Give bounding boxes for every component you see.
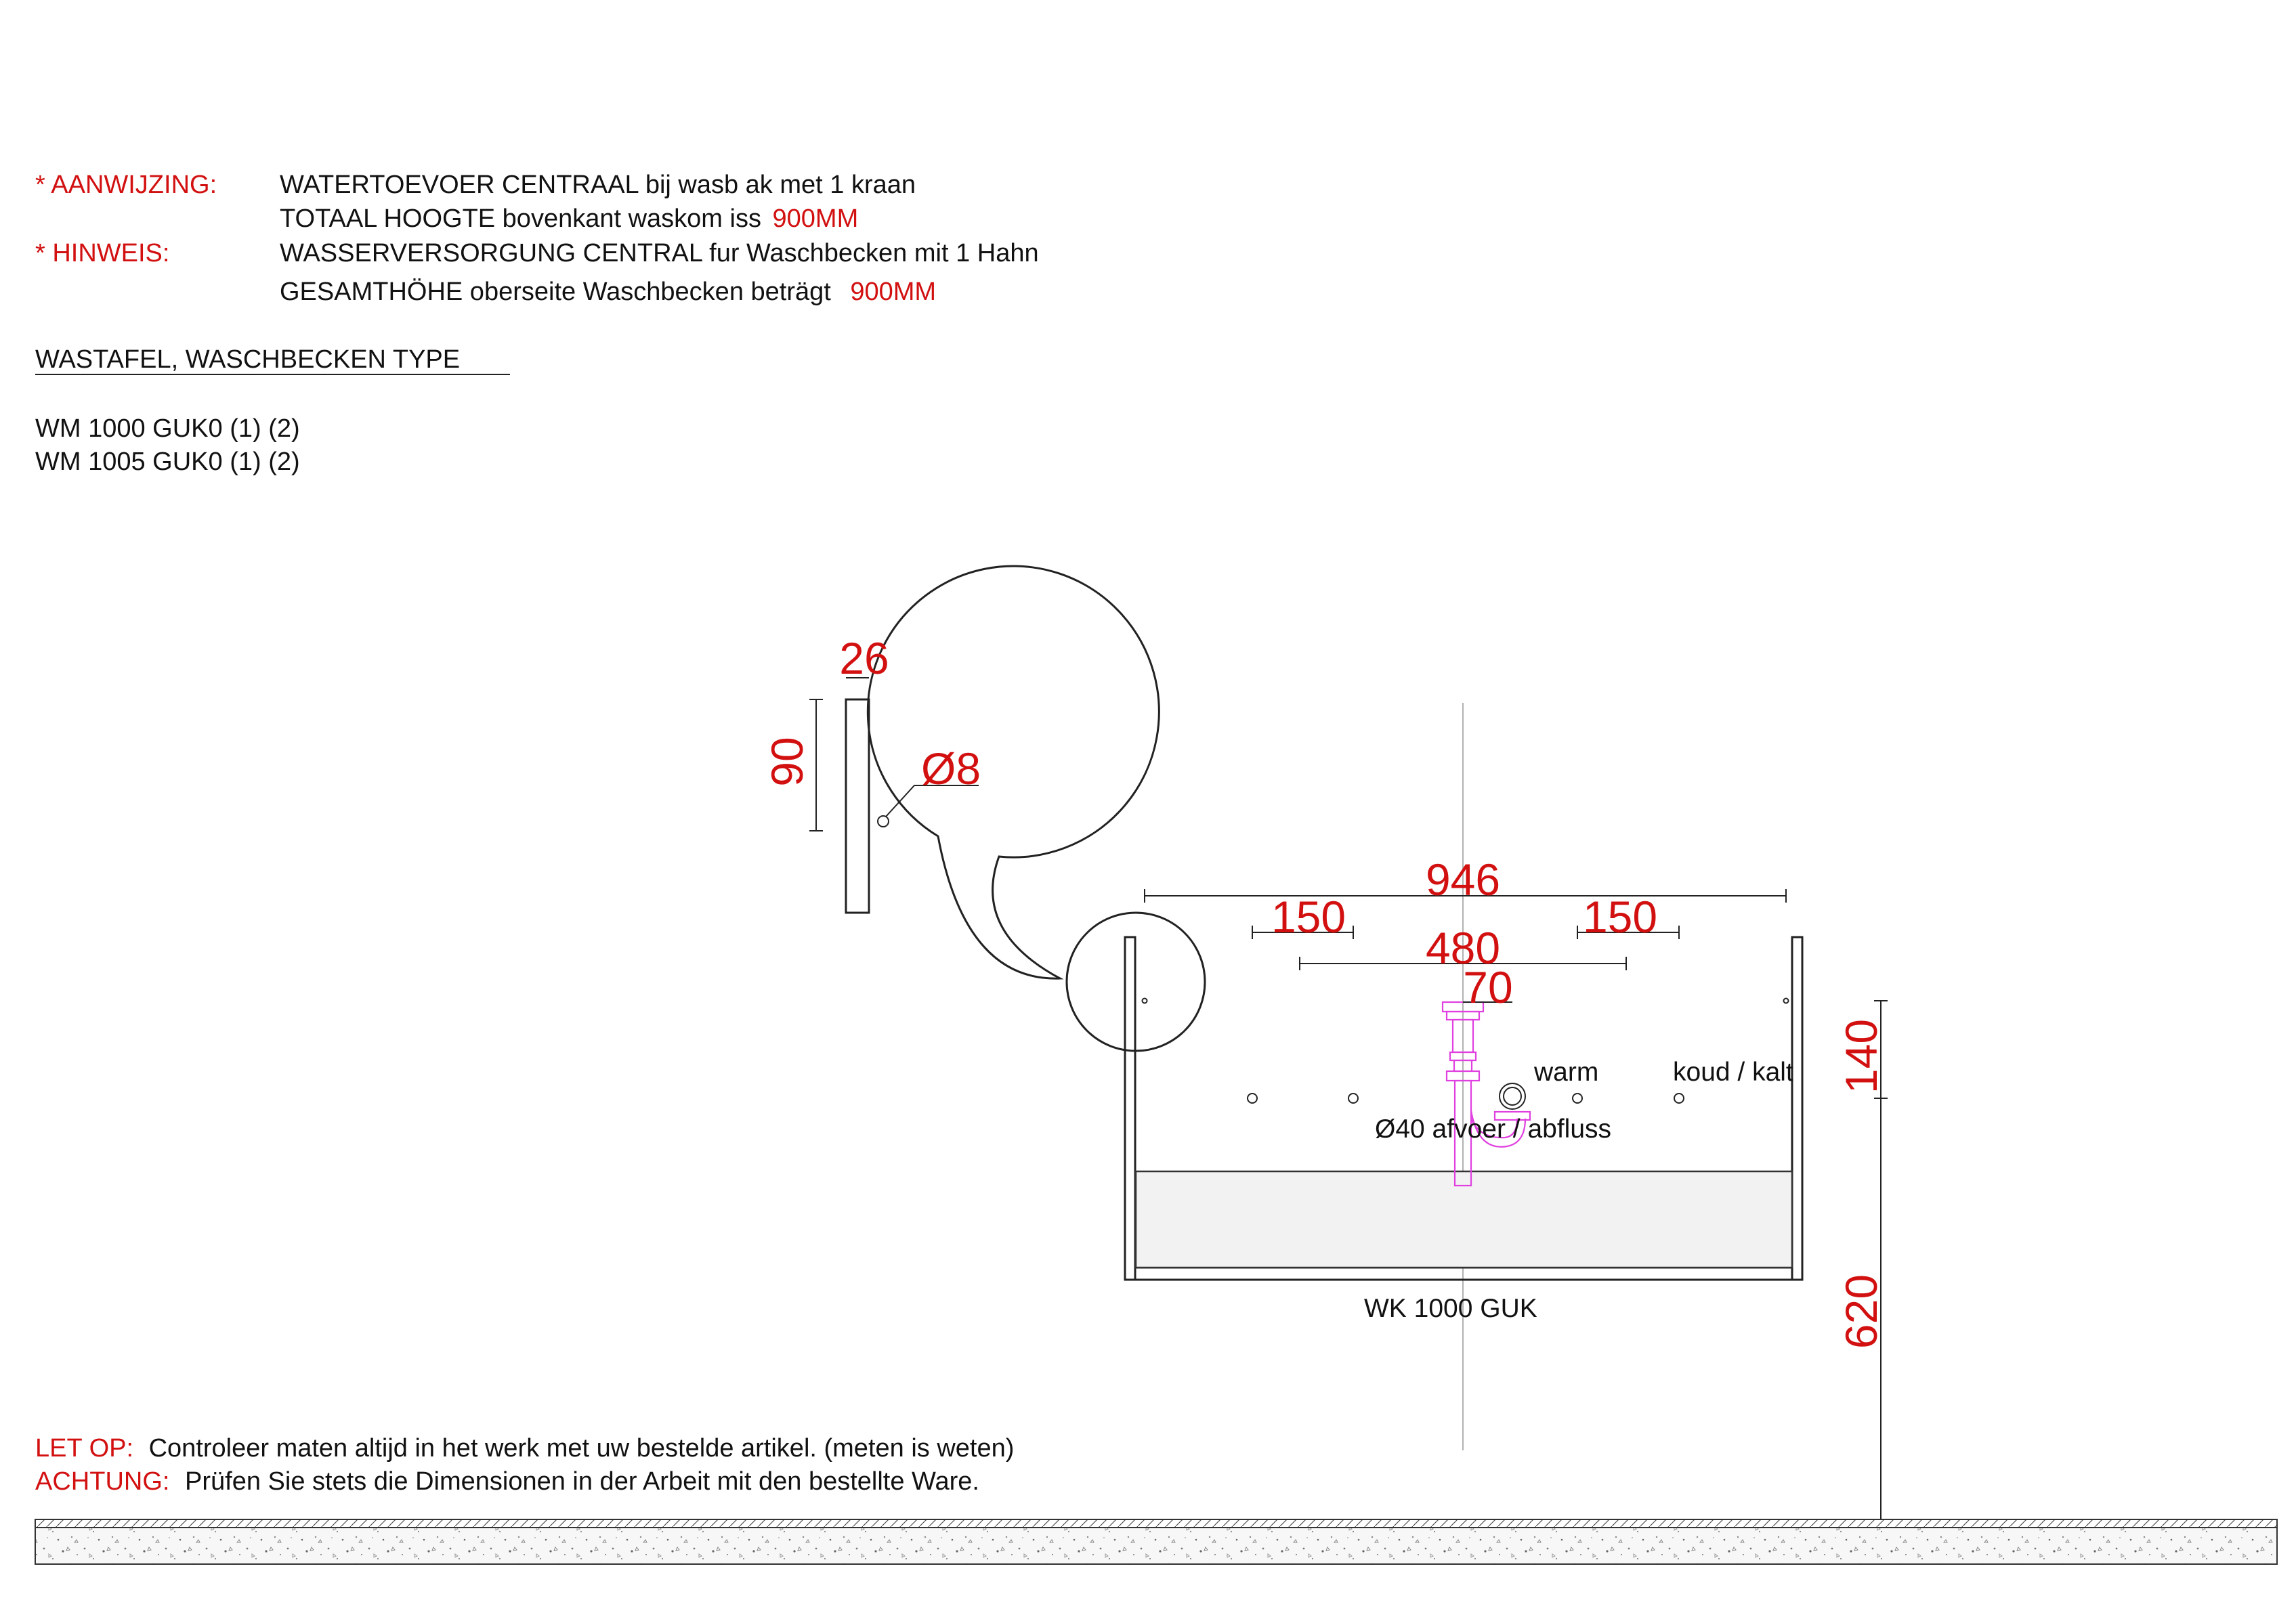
type-heading: WASTAFEL, WASCHBECKEN TYPE xyxy=(35,345,461,374)
upper-height-dim: 140 xyxy=(1836,1018,1886,1094)
svg-text:LET OP: Controleer maten xyxy=(35,1434,1014,1463)
aanwijzing-height-value: 900MM xyxy=(772,204,859,233)
floor-section xyxy=(35,1519,2277,1564)
aanwijzing-line2: TOTAAL HOOGTE bovenkant waskom iss xyxy=(280,204,761,233)
tap-hole-icon xyxy=(1348,1094,1358,1103)
right-offset-dim: 150 xyxy=(1582,892,1658,942)
drain-label: Ø40 afvoer / abfluss xyxy=(1375,1115,1612,1144)
tap-spacing-dim: 480 xyxy=(1425,923,1501,973)
lower-height-dim: 620 xyxy=(1836,1274,1886,1349)
drain-offset-dim: 70 xyxy=(1463,962,1513,1012)
cabinet-left-panel xyxy=(1125,937,1135,1280)
overall-width-dim: 946 xyxy=(1425,855,1501,905)
svg-text:GESAMTHÖHE oberseite Waschbeck xyxy=(280,278,936,306)
hinweis-label: * HINWEIS: xyxy=(35,239,170,267)
type-item-1: WM 1000 GUK0 (1) (2) xyxy=(35,414,300,443)
hinweis-height-value: 900MM xyxy=(850,278,937,306)
siphon-pipe xyxy=(1443,1002,1530,1186)
cabinet-right-panel xyxy=(1792,937,1802,1280)
floor-concrete xyxy=(35,1528,2277,1564)
tap-hole-icon xyxy=(1248,1094,1257,1103)
hinweis-line1: WASSERVERSORGUNG CENTRAL fur Waschbecken mit 1 Hahn xyxy=(280,239,1039,267)
achtung-text: Prüfen Sie stets die Dimensionen in der Arbeit mit den bestellte Ware. xyxy=(185,1467,979,1496)
svg-text:TOTAAL HOOGTE bovenkant waskom xyxy=(280,204,858,233)
hinweis-line2: GESAMTHÖHE oberseite Waschbecken beträgt xyxy=(280,278,831,306)
type-section xyxy=(35,345,510,476)
aanwijzing-label: * AANWIJZING: xyxy=(35,171,217,199)
letop-text: Controleer maten altijd in het werk met uw bestelde artikel. (meten is weten) xyxy=(148,1434,1015,1463)
cabinet-type-label: WK 1000 GUK xyxy=(1364,1294,1537,1323)
left-offset-dim: 150 xyxy=(1271,892,1346,942)
type-item-2: WM 1005 GUK0 (1) (2) xyxy=(35,448,300,476)
svg-text:ACHTUNG: Prüfen Sie stet xyxy=(35,1467,979,1496)
achtung-label: ACHTUNG: xyxy=(35,1467,170,1496)
tap-hole-icon xyxy=(1674,1094,1684,1103)
detail-panel-profile xyxy=(846,699,869,913)
detail-hole-dim: Ø8 xyxy=(921,743,981,794)
footer-notes xyxy=(35,1434,1014,1496)
cold-label: koud / kalt xyxy=(1673,1058,1793,1087)
warm-label: warm xyxy=(1534,1058,1599,1087)
tap-hole-icon xyxy=(1573,1094,1582,1103)
letop-label: LET OP: xyxy=(35,1434,134,1463)
aanwijzing-line1: WATERTOEVOER CENTRAAL bij wasb ak met 1 kraan xyxy=(280,171,916,199)
detail-height-dim: 90 xyxy=(762,737,812,787)
detail-width-dim: 26 xyxy=(839,633,889,683)
detail-hole-icon xyxy=(878,816,889,827)
detail-callout xyxy=(762,566,1159,978)
notes-block xyxy=(35,171,1039,306)
floor-finish-layer xyxy=(35,1519,2277,1528)
